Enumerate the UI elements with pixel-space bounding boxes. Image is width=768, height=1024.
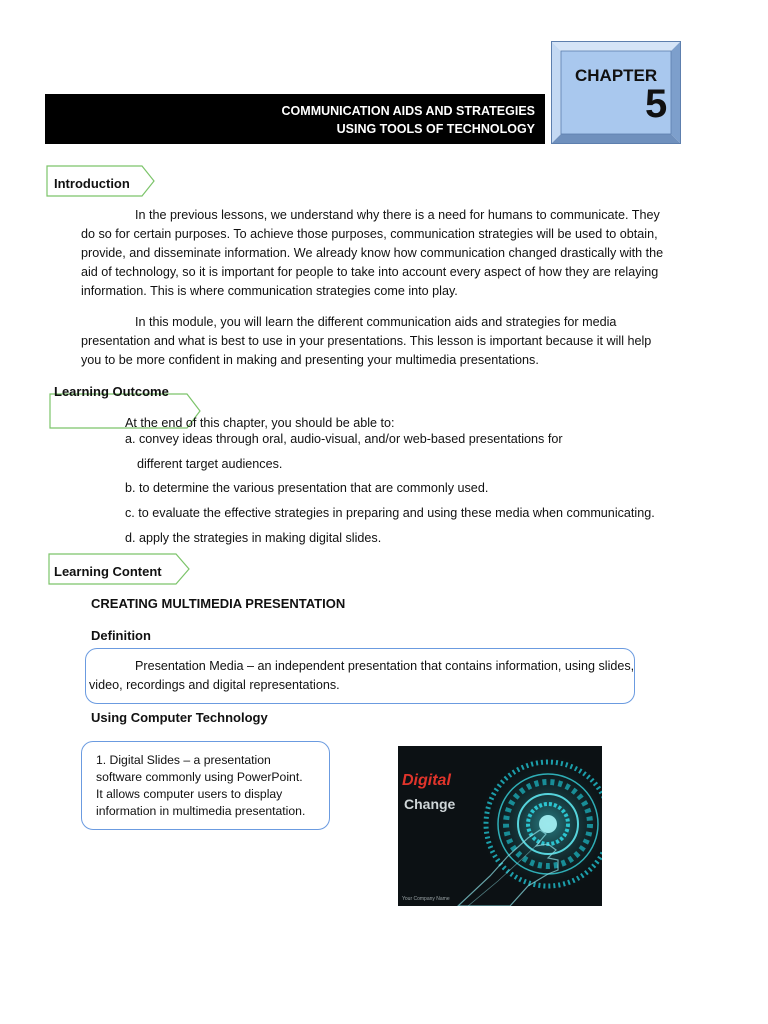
- chapter-title-bar: [45, 94, 545, 144]
- text-line: In this module, you will learn the different communication aids and strategies for media: [135, 315, 617, 329]
- text-line: you to be more confident in making and presenting your multimedia presentations.: [81, 353, 539, 367]
- definition-heading: Definition: [91, 628, 151, 643]
- text-line: information. This is where communication strategies come into play.: [81, 284, 458, 298]
- tech-heading: Using Computer Technology: [91, 710, 268, 725]
- text-line: aid of technology, so it is important for people to take into account every aspect of how they are relaying: [81, 265, 659, 279]
- text-line: do so for certain purposes. To achieve those purposes, communication strategies will be used to obtain,: [81, 227, 658, 241]
- image-footer: Your Company Name: [402, 896, 450, 902]
- learning-content-tag: Learning Content: [54, 564, 162, 579]
- outcome-item-d: d. apply the strategies in making digital slides.: [125, 531, 382, 545]
- title-line-1: COMMUNICATION AIDS AND STRATEGIES: [281, 104, 535, 118]
- hand-circuit-illustration: [398, 746, 602, 906]
- text-line: software commonly using PowerPoint.: [96, 770, 303, 784]
- image-title-change: Change: [404, 796, 456, 812]
- outcome-item-c: c. to evaluate the effective strategies in preparing and using these media when communicating.: [125, 506, 655, 520]
- text-line: provide, and disseminate information. We already know how communication changed drastically with the: [81, 246, 664, 260]
- definition-text: [84, 657, 722, 695]
- chapter-label: CHAPTER: [575, 66, 658, 85]
- chapter-number: 5: [645, 82, 668, 126]
- outcome-lead: At the end of this chapter, you should be able to:: [125, 416, 395, 430]
- intro-paragraph-2: [81, 313, 722, 370]
- outcome-item-a: a. convey ideas through oral, audio-visual, and/or web-based presentations for: [125, 432, 563, 446]
- introduction-tag: Introduction: [54, 176, 130, 191]
- text-line: information in multimedia presentation.: [96, 804, 306, 818]
- text-line: presentation and what is best to use in your presentations. This lesson is important because it will help: [81, 334, 652, 348]
- text-line: 1. Digital Slides – a presentation: [96, 753, 271, 767]
- outcome-item-a-cont: different target audiences.: [137, 457, 283, 471]
- digital-change-image: [398, 746, 602, 906]
- intro-paragraph-1: [81, 206, 722, 301]
- section-title: CREATING MULTIMEDIA PRESENTATION: [91, 596, 346, 611]
- outcome-item-b: b. to determine the various presentation that are commonly used.: [125, 481, 489, 495]
- text-line: video, recordings and digital representations.: [89, 678, 340, 692]
- text-line: Presentation Media – an independent presentation that contains information, using slides,: [135, 659, 635, 673]
- digital-slides-box: [81, 741, 330, 830]
- title-line-2: USING TOOLS OF TECHNOLOGY: [336, 122, 535, 136]
- image-title-digital: Digital: [402, 772, 451, 789]
- learning-outcome-tag: Learning Outcome: [54, 384, 169, 399]
- text-line: It allows computer users to display: [96, 787, 283, 801]
- text-line: In the previous lessons, we understand why there is a need for humans to communicate. They: [135, 208, 660, 222]
